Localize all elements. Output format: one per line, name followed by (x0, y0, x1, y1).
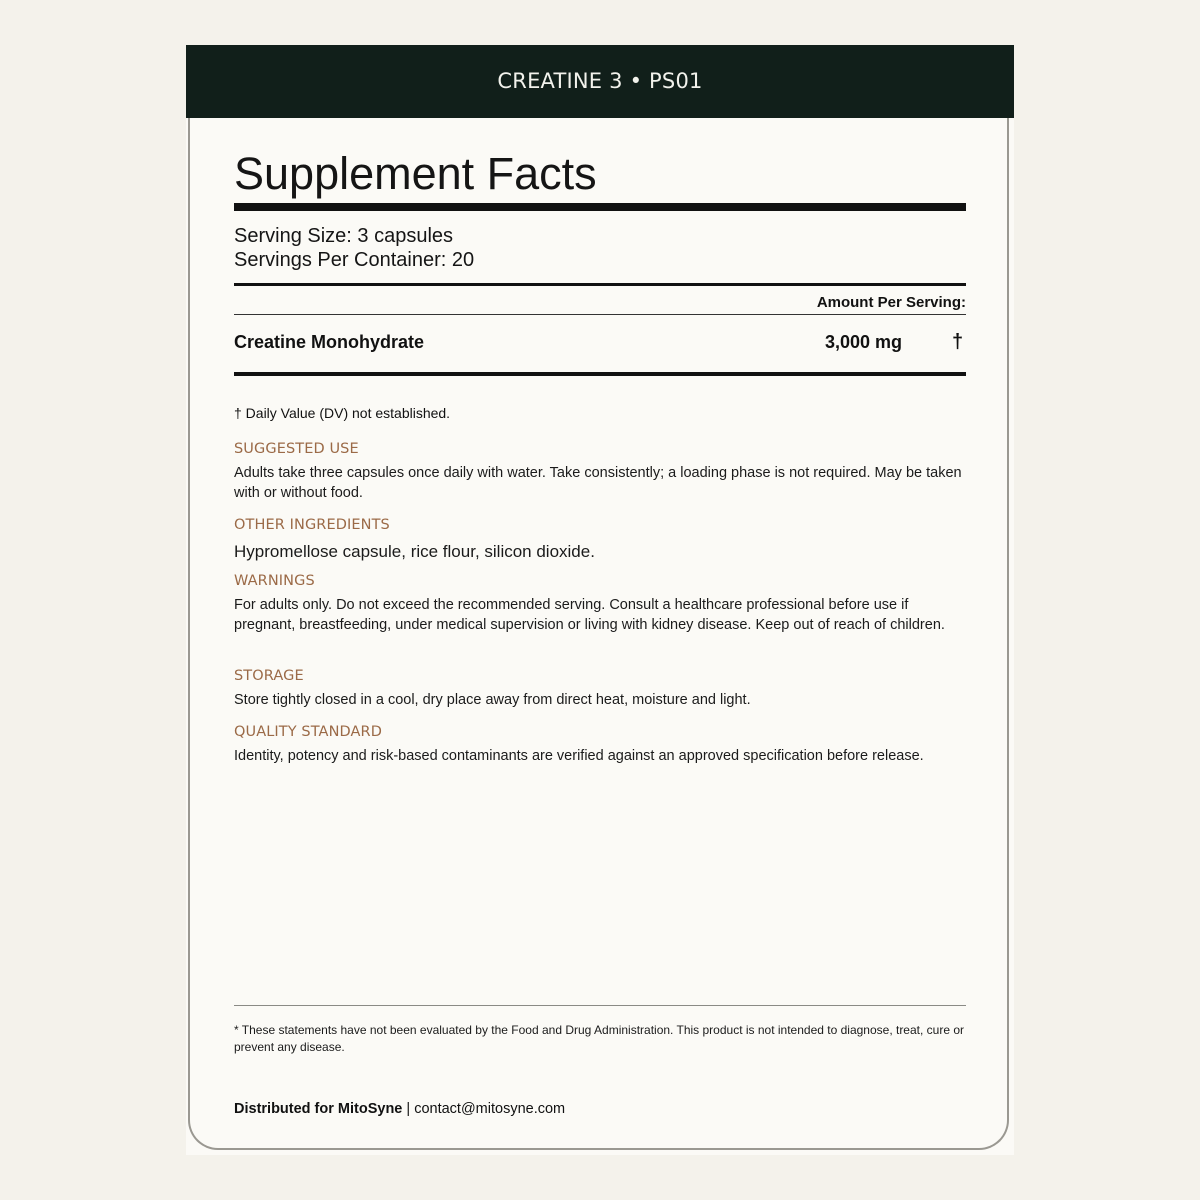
facts-thick-rule (234, 203, 966, 211)
ingredient-amount: 3,000 mg (825, 332, 903, 352)
other-ingredients-heading: OTHER INGREDIENTS (234, 517, 390, 533)
storage-text: Store tightly closed in a cool, dry place away from direct heat, moisture and light. (234, 692, 751, 708)
facts-mid-rule (234, 283, 966, 286)
footer-rule (234, 1005, 966, 1006)
serving-size: Serving Size: 3 capsules (234, 225, 454, 247)
facts-title: Supplement Facts (234, 148, 597, 199)
distributor-name: Distributed for MitoSyne (234, 1101, 403, 1117)
distributor-separator: | (402, 1101, 415, 1117)
ingredient-dv-symbol: † (952, 331, 964, 353)
servings-per-container: Servings Per Container: 20 (234, 249, 475, 271)
warnings-heading: WARNINGS (234, 573, 315, 589)
quality-standard-text: Identity, potency and risk-based contaminants are verified against an approved specification before release. (234, 748, 924, 764)
product-header-band (186, 45, 1014, 118)
other-ingredients-text: Hypromellose capsule, rice flour, silicon dioxide. (234, 542, 595, 561)
suggested-use-heading: SUGGESTED USE (234, 441, 359, 457)
quality-standard-heading: QUALITY STANDARD (234, 724, 382, 740)
daily-value-note: † Daily Value (DV) not established. (234, 405, 451, 421)
amount-per-serving-header: Amount Per Serving: (816, 294, 966, 311)
fda-disclaimer: * These statements have not been evaluated by the Food and Drug Administration. This product is not intended to diagnose, treat, cure or prevent any disease. (234, 1023, 965, 1054)
storage-heading: STORAGE (234, 668, 304, 684)
product-name: CREATINE 3 • PS01 (497, 68, 703, 93)
contact-email: contact@mitosyne.com (414, 1101, 566, 1117)
suggested-use-text: Adults take three capsules once daily with water. Take consistently; a loading phase is not required. May be taken with or without food. (234, 465, 962, 501)
distributor-line (234, 1101, 565, 1117)
warnings-text: For adults only. Do not exceed the recommended serving. Consult a healthcare professional before use if pregnant, breastfeeding, under medical supervision or living with kidney disease. Keep out of reach of children. (234, 597, 945, 633)
facts-bottom-rule (234, 372, 966, 376)
serving-info (234, 224, 474, 272)
ingredient-name: Creatine Monohydrate (234, 332, 425, 352)
facts-thin-rule (234, 314, 966, 315)
